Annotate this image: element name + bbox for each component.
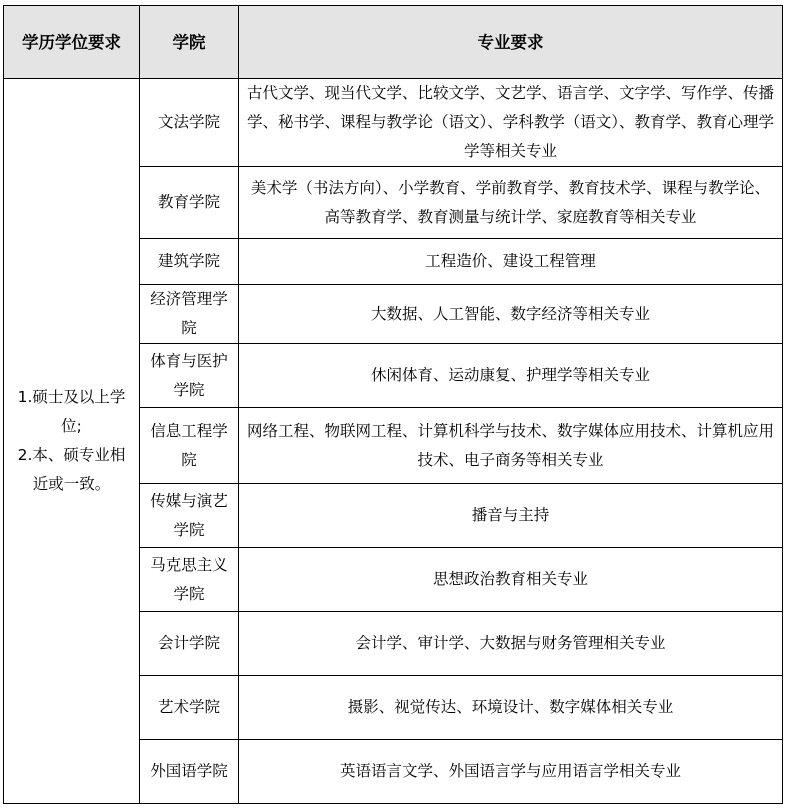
requirements-table bbox=[3, 5, 783, 804]
college-cell: 教育学院 bbox=[140, 167, 239, 239]
degree-requirement-cell bbox=[4, 79, 140, 804]
major-cell: 会计学、审计学、大数据与财务管理相关专业 bbox=[239, 612, 783, 676]
major-cell: 思想政治教育相关专业 bbox=[239, 548, 783, 612]
table-row bbox=[4, 79, 783, 167]
major-cell: 网络工程、物联网工程、计算机科学与技术、数字媒体应用技术、计算机应用技术、电子商务等相关专业 bbox=[239, 408, 783, 484]
major-cell: 英语语言文学、外国语言学与应用语言学相关专业 bbox=[239, 740, 783, 804]
college-cell: 经济管理学院 bbox=[140, 285, 239, 344]
college-cell: 会计学院 bbox=[140, 612, 239, 676]
header-college: 学院 bbox=[140, 6, 239, 79]
major-cell: 工程造价、建设工程管理 bbox=[239, 239, 783, 285]
college-cell: 艺术学院 bbox=[140, 676, 239, 740]
degree-requirement-line: 2.本、硕专业相近或一致。 bbox=[17, 446, 126, 493]
degree-requirement-line: 1.硕士及以上学位; bbox=[17, 388, 126, 435]
college-cell: 建筑学院 bbox=[140, 239, 239, 285]
major-cell: 古代文学、现当代文学、比较文学、文艺学、语言学、文字学、写作学、传播学、秘书学、课程与教学论（语文）、学科教学（语文）、教育学、教育心理学学等相关专业 bbox=[239, 79, 783, 167]
header-degree: 学历学位要求 bbox=[4, 6, 140, 79]
major-cell: 大数据、人工智能、数字经济等相关专业 bbox=[239, 285, 783, 344]
major-cell: 休闲体育、运动康复、护理学等相关专业 bbox=[239, 344, 783, 408]
college-cell: 文法学院 bbox=[140, 79, 239, 167]
college-cell: 马克思主义学院 bbox=[140, 548, 239, 612]
major-cell: 播音与主持 bbox=[239, 484, 783, 548]
college-cell: 外国语学院 bbox=[140, 740, 239, 804]
header-major: 专业要求 bbox=[239, 6, 783, 79]
college-cell: 信息工程学院 bbox=[140, 408, 239, 484]
college-cell: 传媒与演艺学院 bbox=[140, 484, 239, 548]
header-row bbox=[4, 6, 783, 79]
major-cell: 美术学（书法方向）、小学教育、学前教育学、教育技术学、课程与教学论、高等教育学、教育测量与统计学、家庭教育等相关专业 bbox=[239, 167, 783, 239]
major-cell: 摄影、视觉传达、环境设计、数字媒体相关专业 bbox=[239, 676, 783, 740]
college-cell: 体育与医护学院 bbox=[140, 344, 239, 408]
